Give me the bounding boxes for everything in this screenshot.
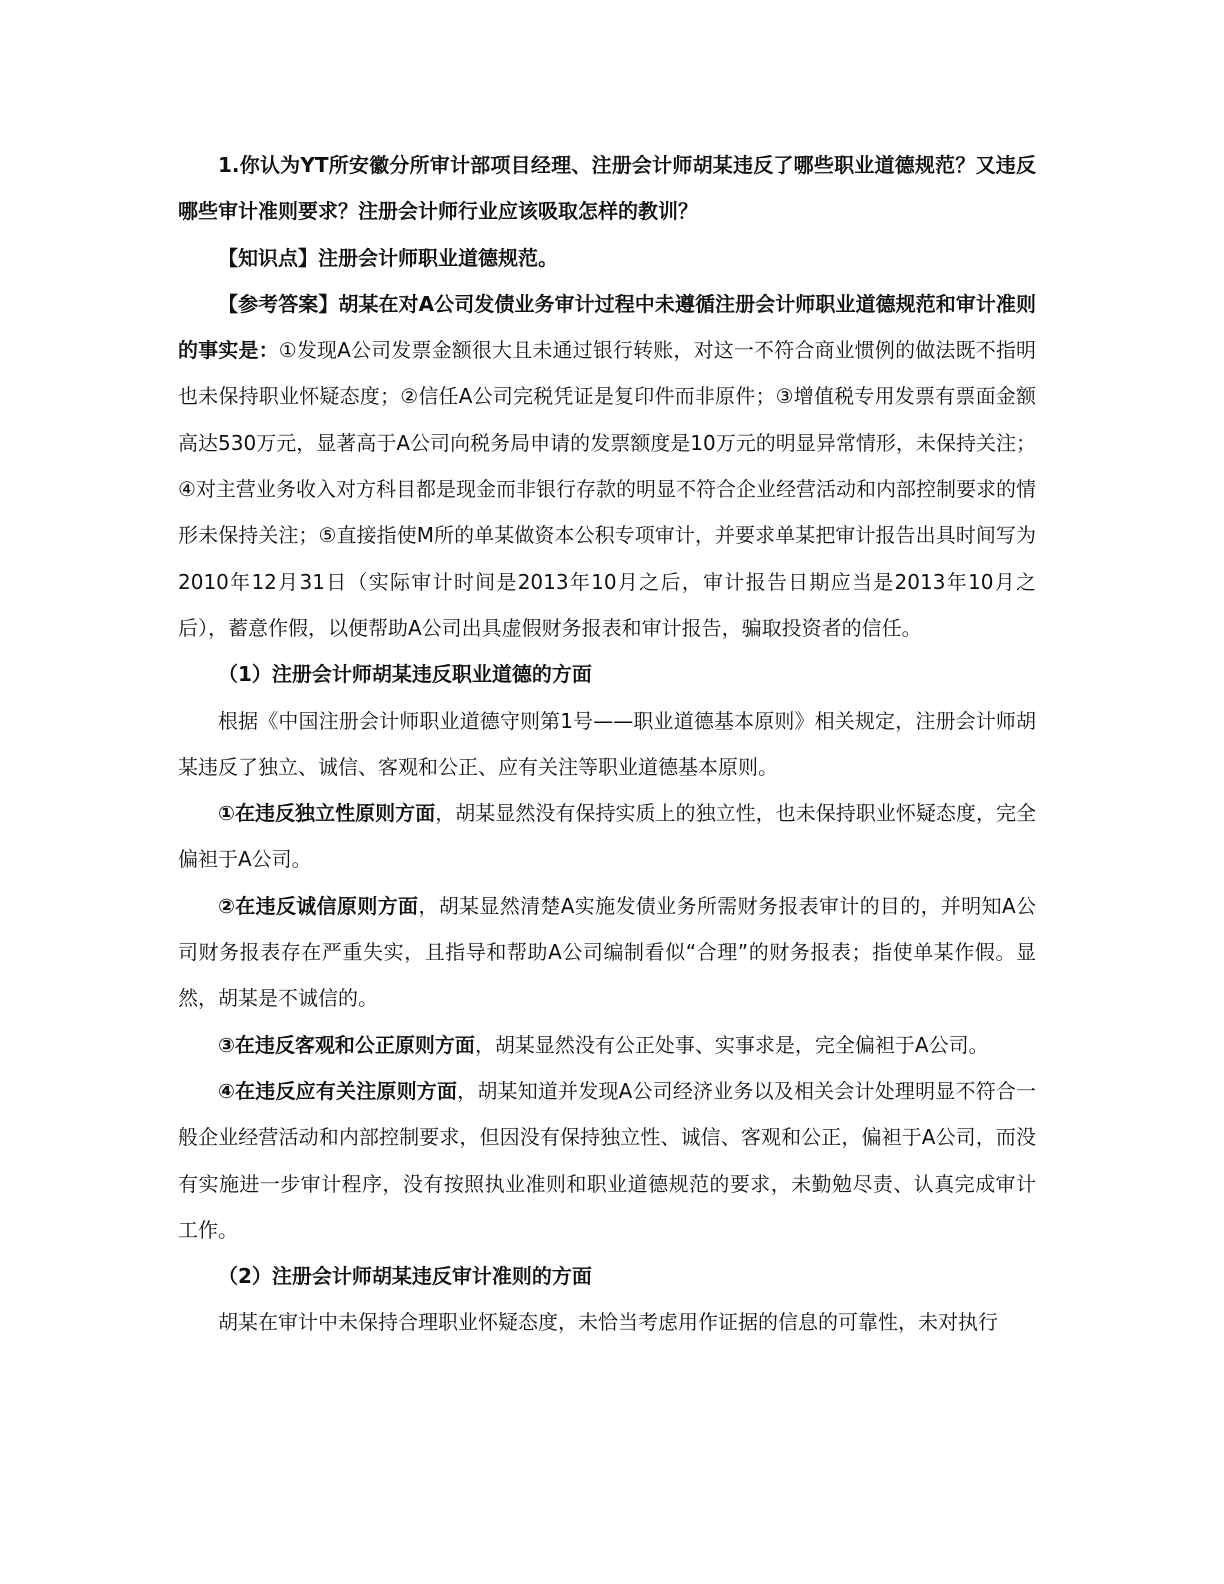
section1-item-objectivity: [178, 1022, 1036, 1068]
item-lead: ④在违反应有关注原则方面: [218, 1078, 458, 1103]
item-body: ，胡某知道并发现A公司经济业务以及相关会计处理明显不符合一般企业经营活动和内部控制要求，但因没有保持独立性、诚信、客观和公正，偏袒于A公司，而没有实施进一步审计程序，没有按照执业准则和职业道德规范的要求，未勤勉尽责、认真完成审计工作。: [178, 1078, 1036, 1242]
document-page: [178, 142, 1036, 1346]
knowledge-point: 【知识点】注册会计师职业道德规范。: [218, 245, 558, 270]
item-lead: ③在违反客观和公正原则方面: [218, 1032, 475, 1057]
section1-heading: （1）注册会计师胡某违反职业道德的方面: [218, 662, 592, 687]
section1-item-integrity: [178, 883, 1036, 1022]
question-paragraph: 1.你认为YT所安徽分所审计部项目经理、注册会计师胡某违反了哪些职业道德规范？又违反哪些审计准则要求？注册会计师行业应该吸取怎样的教训？: [178, 153, 1036, 224]
section1-intro: 根据《中国注册会计师职业道德守则第1号——职业道德基本原则》相关规定，注册会计师胡某违反了独立、诚信、客观和公正、应有关注等职业道德基本原则。: [178, 708, 1036, 779]
reference-answer-lead: 【参考答案】胡某在对A公司发债业务审计过程中未遵循注册会计师职业道德规范和审计准则的事实是：: [178, 291, 1036, 363]
item-lead: ②在违反诚信原则方面: [218, 893, 419, 918]
reference-answer-paragraph: [178, 281, 1036, 651]
item-body: ，胡某显然清楚A实施发债业务所需财务报表审计的目的，并明知A公司财务报表存在严重失实，且指导和帮助A公司编制看似“合理”的财务报表；指使单某作假。显然，胡某是不诚信的。: [178, 893, 1036, 1011]
item-body: ，胡某显然没有公正处事、实事求是，完全偏袒于A公司。: [474, 1032, 989, 1057]
section2-heading: （2）注册会计师胡某违反审计准则的方面: [218, 1264, 592, 1289]
section1-item-independence: [178, 790, 1036, 883]
item-body: ，胡某显然没有保持实质上的独立性，也未保持职业怀疑态度，完全偏袒于A公司。: [178, 801, 1037, 872]
item-lead: ①在违反独立性原则方面: [218, 801, 436, 826]
reference-answer-body: ①发现A公司发票金额很大且未通过银行转账，对这一不符合商业惯例的做法既不指明也未保持职业怀疑态度；②信任A公司完税凭证是复印件而非原件；③增值税专用发票有票面金额高达530万元，显著高于A公司向税务局申请的发票额度是10万元的明显异常情形，未保持关注；④对主营业务收入对方科目都是现金而非银行存款的明显不符合企业经营活动和内部控制要求的情形未保持关注；⑤直接指使M所的单某做资本公积专项审计，并要求单某把审计报告出具时间写为2010年12月31日（实际审计时间是2013年10月之后，审计报告日期应当是2013年10月之后），蓄意作假，以便帮助A公司出具虚假财务报表和审计报告，骗取投资者的信任。: [178, 338, 1036, 640]
section2-intro: 胡某在审计中未保持合理职业怀疑态度，未恰当考虑用作证据的信息的可靠性，未对执行: [218, 1310, 998, 1335]
section1-item-due-care: [178, 1068, 1036, 1253]
